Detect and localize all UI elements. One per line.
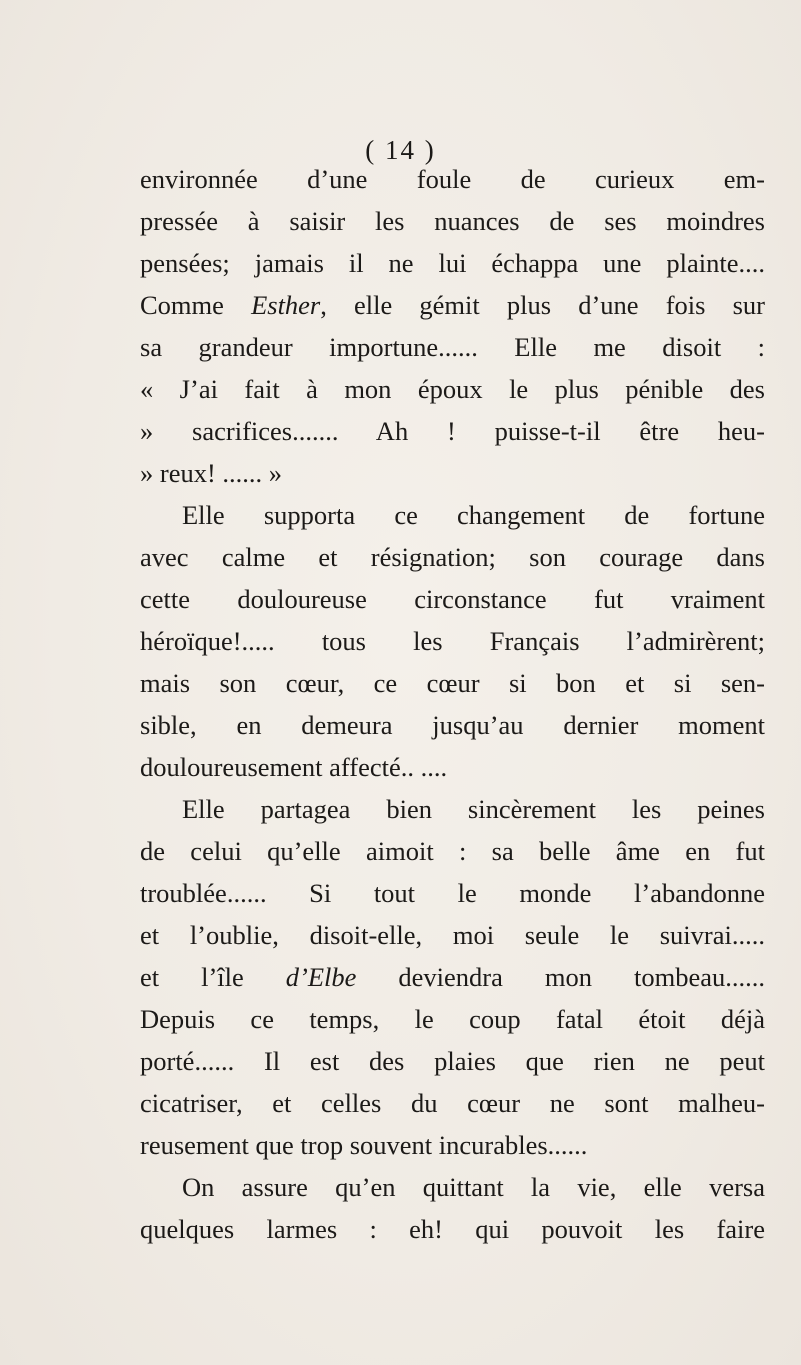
italic-name-elbe: d’Elbe (285, 962, 357, 992)
text-line: de celui qu’elle aimoit : sa belle âme en fut (140, 836, 765, 866)
text-line: troublée...... Si tout le monde l’abandonne (140, 878, 765, 908)
text-line: Elle partagea bien sincèrement les peines (182, 794, 765, 824)
text-fragment: , elle gémit plus d’une fois sur (320, 290, 765, 320)
text-line: cicatriser, et celles du cœur ne sont malheu- (140, 1088, 765, 1118)
text-line: » sacrifices....... Ah ! puisse-t-il être heu- (140, 416, 765, 446)
text-line: On assure qu’en quittant la vie, elle versa (182, 1172, 765, 1202)
text-line: quelques larmes : eh! qui pouvoit les faire (140, 1214, 765, 1244)
text-line: pressée à saisir les nuances de ses moindres (140, 206, 765, 236)
page-number: ( 14 ) (365, 135, 436, 165)
body-text (140, 158, 765, 1250)
text-line: sible, en demeura jusqu’au dernier moment (140, 710, 765, 740)
text-line: pensées; jamais il ne lui échappa une plainte.... (140, 248, 765, 278)
text-line: porté...... Il est des plaies que rien ne peut (140, 1046, 765, 1076)
text-fragment: deviendra mon tombeau...... (356, 962, 765, 992)
text-line (140, 284, 765, 326)
text-line: reusement que trop souvent incurables...... (140, 1130, 588, 1160)
text-line: et l’oublie, disoit-elle, moi seule le suivrai..... (140, 920, 765, 950)
text-fragment: et l’île (140, 962, 286, 992)
text-fragment: Comme (140, 290, 252, 320)
text-line: avec calme et résignation; son courage dans (140, 542, 765, 572)
text-line: Depuis ce temps, le coup fatal étoit déjà (140, 1004, 765, 1034)
text-line: cette douloureuse circonstance fut vraiment (140, 584, 765, 614)
text-line (140, 956, 765, 998)
italic-name-esther: Esther (251, 290, 321, 320)
text-line: douloureusement affecté.. .... (140, 752, 448, 782)
text-line: mais son cœur, ce cœur si bon et si sen- (140, 668, 765, 698)
text-line: » reux! ...... » (140, 458, 283, 488)
text-line: Elle supporta ce changement de fortune (182, 500, 765, 530)
text-line: héroïque!..... tous les Français l’admirèrent; (140, 626, 765, 656)
text-line: environnée d’une foule de curieux em- (140, 164, 765, 194)
text-line: sa grandeur importune...... Elle me disoit : (140, 332, 765, 362)
text-line: « J’ai fait à mon époux le plus pénible des (140, 374, 765, 404)
